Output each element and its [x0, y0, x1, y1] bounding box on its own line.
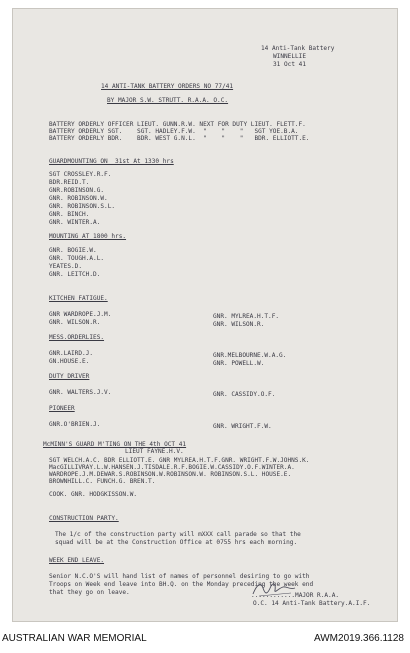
roster-name: GNR WARDROPE.J.M.	[49, 311, 112, 318]
roster-name: GNR. CASSIDY.O.F.	[213, 391, 276, 398]
section-heading: KITCHEN FATIGUE.	[49, 295, 108, 302]
section-heading: WEEK END LEAVE.	[49, 557, 105, 564]
roster-name: GNR.LAIRD.J.	[49, 350, 94, 357]
archive-name: AUSTRALIAN WAR MEMORIAL	[2, 633, 147, 644]
section-heading: PIONEER	[49, 405, 75, 412]
guard-line: WARDROPE.J.M.DEWAR.S.ROBINSON.W.ROBINSON.W. ROBINSON.S.L. HOUSE.E.	[49, 471, 292, 478]
header-unit: 14 Anti-Tank Battery	[261, 45, 335, 52]
duty-line: BATTERY ORDERLY OFFICER LIEUT. GUNN.R.W. NEXT FOR DUTY LIEUT. FLETT.F.	[49, 121, 306, 128]
roster-name: SGT CROSSLEY.R.F.	[49, 171, 112, 178]
roster-name: GN.HOUSE.E.	[49, 358, 90, 365]
roster-name: GNR. WALTERS.J.V.	[49, 389, 112, 396]
roster-name: GNR. LEITCH.D.	[49, 271, 101, 278]
roster-name: BDR.REID.T.	[49, 179, 90, 186]
roster-name: GNR. ROBINSON.S.L.	[49, 203, 116, 210]
roster-name: GNR. MYLREA.H.T.F.	[213, 313, 280, 320]
roster-name: GNR. POWELL.W.	[213, 360, 265, 367]
roster-name: GNR.MELBOURNE.W.A.G.	[213, 352, 287, 359]
document-page	[12, 8, 398, 622]
roster-name: GNR. TOUGH.A.L.	[49, 255, 105, 262]
officer-name: LIEUT FAYNE.H.V.	[125, 448, 184, 455]
roster-name: GNR. BINCH.	[49, 211, 90, 218]
archive-reference: AWM2019.366.1128	[313, 633, 404, 644]
roster-name: YEATES.D.	[49, 263, 83, 270]
section-heading: GUARDMOUNTING ON 31st At 1330 hrs	[49, 158, 174, 165]
section-heading: MESS.ORDERLIES.	[49, 334, 105, 341]
section-heading: McMINN'S GUARD M'TING ON THE 4th OCT 41	[43, 441, 187, 448]
body-line: Senior N.C.O'S will hand list of names of personnel desiring to go with	[49, 573, 310, 580]
roster-name: GNR. BOGIE.W.	[49, 247, 97, 254]
duty-line: BATTERY ORDERLY SGT. SGT. HADLEY.F.W. " " " SGT YOE.B.A.	[49, 128, 299, 135]
section-heading: DUTY DRIVER	[49, 373, 90, 380]
roster-name: GNR. WILSON.R.	[213, 321, 265, 328]
body-line: Troops on Week end leave into BH.Q. on the Monday preceding the week end	[49, 581, 314, 588]
roster-name: GNR. ROBINSON.W.	[49, 195, 108, 202]
cook-line: COOK. GNR. HODGKISSON.W.	[49, 491, 138, 498]
section-heading: MOUNTING AT 1800 hrs.	[49, 233, 127, 240]
roster-name: GNR.ROBINSON.G.	[49, 187, 105, 194]
document-byline: BY MAJOR S.W. STRUTT. R.A.A. O.C.	[107, 97, 229, 104]
roster-name: GNR. WRIGHT.F.W.	[213, 423, 272, 430]
body-line: squad will be at the Construction Office at 0755 hrs each morning.	[55, 539, 298, 546]
roster-name: GNR. WINTER.A.	[49, 219, 101, 226]
document-title: 14 ANTI-TANK BATTERY ORDERS NO 77/41	[101, 83, 234, 90]
signature-title: O.C. 14 Anti-Tank Battery.A.I.F.	[253, 600, 371, 607]
guard-line: BROWNHILL.C. FUNCH.G. BREN.T.	[49, 478, 156, 485]
roster-name: GNR. WILSON.R.	[49, 319, 101, 326]
header-date: 31 Oct 41	[273, 61, 307, 68]
body-line: that they go on leave.	[49, 589, 130, 596]
header-place: WINNELLIE	[273, 53, 307, 60]
archive-footer	[0, 628, 410, 653]
body-line: The 1/c of the construction party will mXXX call parade so that the	[55, 531, 301, 538]
section-heading: CONSTRUCTION PARTY.	[49, 515, 119, 522]
guard-line: SGT WELCH.A.C. BDR ELLIOTT.E. GNR MYLREA.H.T.F.GNR. WRIGHT.F.W.JOHNS.K.	[49, 457, 310, 464]
duty-line: BATTERY ORDERLY BDR. BDR. WEST G.N.L. " " " BDR. ELLIOTT.E.	[49, 135, 310, 142]
roster-name: GNR.O'BRIEN.J.	[49, 421, 101, 428]
signature-rank: ............MAJOR R.A.A.	[251, 592, 340, 599]
guard-line: MacGILLIVRAY.L.W.HANSEN.J.TISDALE.R.F.BOGIE.W.CASSIDY.O.F.WINTER.A.	[49, 464, 295, 471]
